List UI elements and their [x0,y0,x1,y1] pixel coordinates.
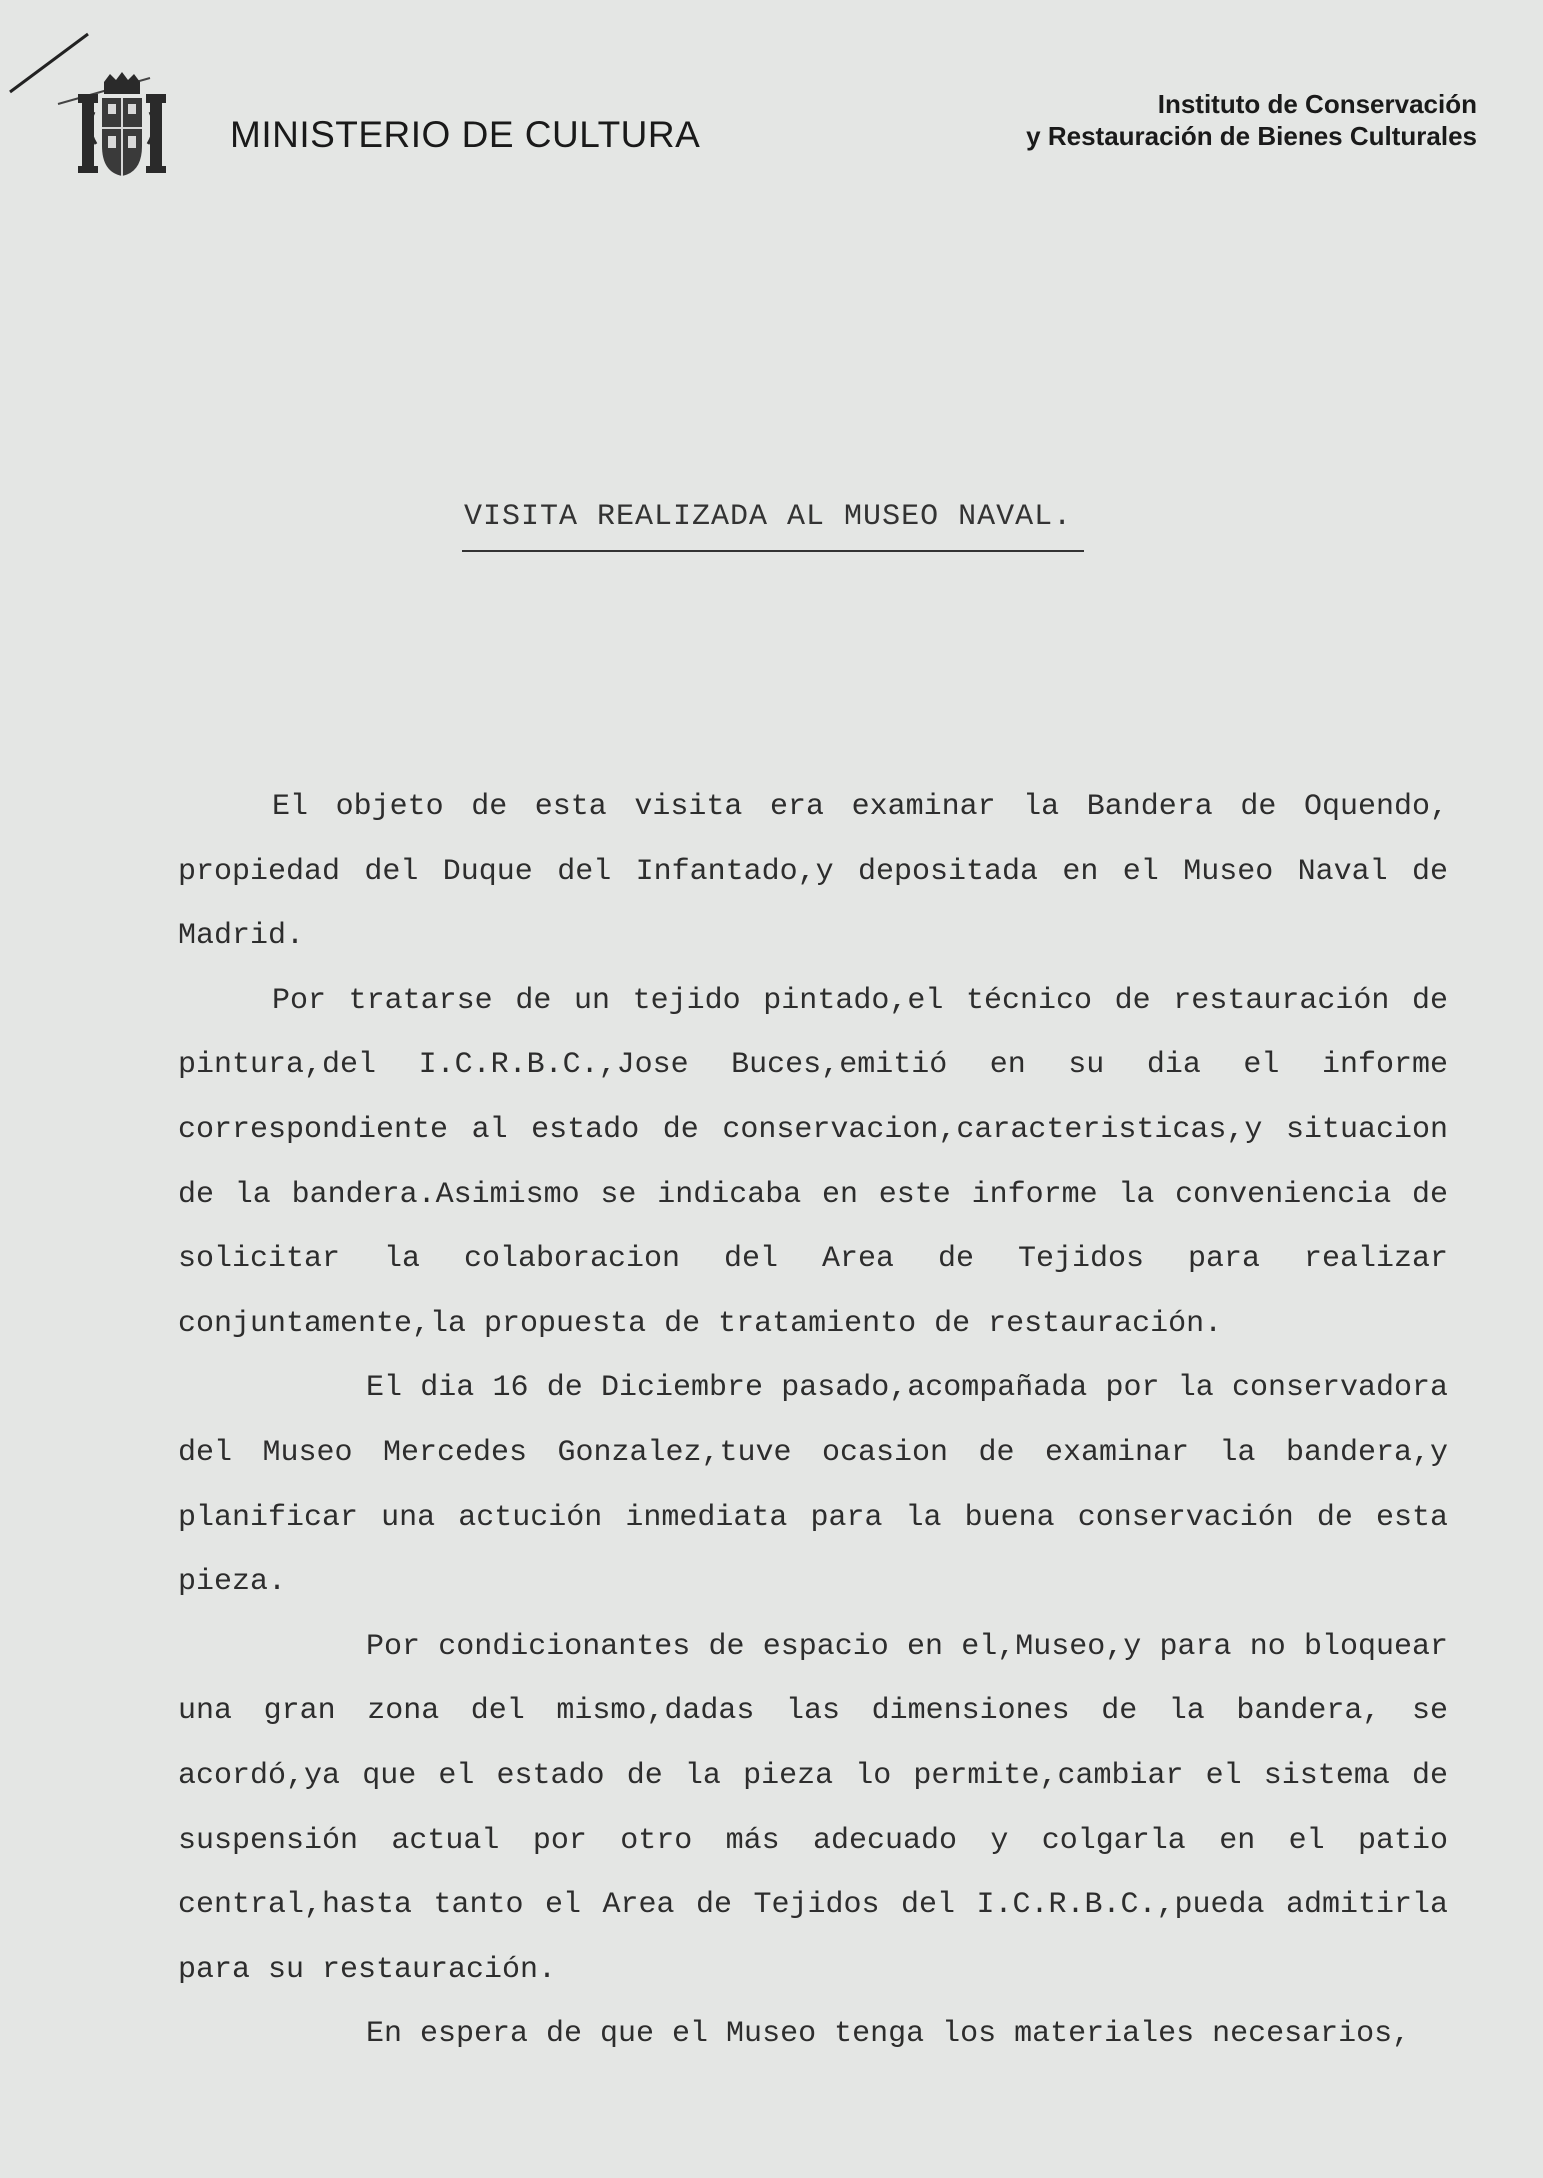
paragraph-4: Por condicionantes de espacio en el,Museo,y para no bloquear una gran zona del mismo,dadas las dimensiones de la bandera, se acordó,ya que el estado de la pieza lo permite,cambiar el sistema de suspensión actual por otro más adecuado y colgarla en el patio central,hasta tanto el Area de Tejidos del I.C.R.B.C.,pueda admitirla para su restauración. [178,1629,1448,1987]
title-underline [462,550,1084,552]
document-body [178,775,1448,2067]
coat-of-arms-logo [74,72,170,180]
document-title: VISITA REALIZADA AL MUSEO NAVAL. [464,500,1073,534]
paragraph-3: El dia 16 de Diciembre pasado,acompañada por la conservadora del Museo Mercedes Gonzalez,tuve ocasion de examinar la bandera,y planificar una actución inmediata para la buena conservación de esta pieza. [178,1371,1448,1600]
institute-name-line-1: Instituto de Conservación [1157,89,1477,119]
paragraph-2: Por tratarse de un tejido pintado,el técnico de restauración de pintura,del I.C.R.B.C.,Jose Buces,emitió en su dia el informe correspondiente al estado de conservacion,caracteristicas,y situacion de la bandera.Asimismo se indicaba en este informe la conveniencia de solicitar la colaboracion del Area de Tejidos para realizar conjuntamente,la propuesta de tratamiento de restauración. [178,983,1448,1341]
paragraph-5: En espera de que el Museo tenga los materiales necesarios, [366,2017,1411,2052]
ministry-name: MINISTERIO DE CULTURA [230,114,701,155]
paragraph-1: El objeto de esta visita era examinar la Bandera de Oquendo, propiedad del Duque del Infantado,y depositada en el Museo Naval de Madrid. [178,790,1448,954]
institute-name [1026,88,1477,152]
institute-name-line-2: y Restauración de Bienes Culturales [1026,121,1477,151]
